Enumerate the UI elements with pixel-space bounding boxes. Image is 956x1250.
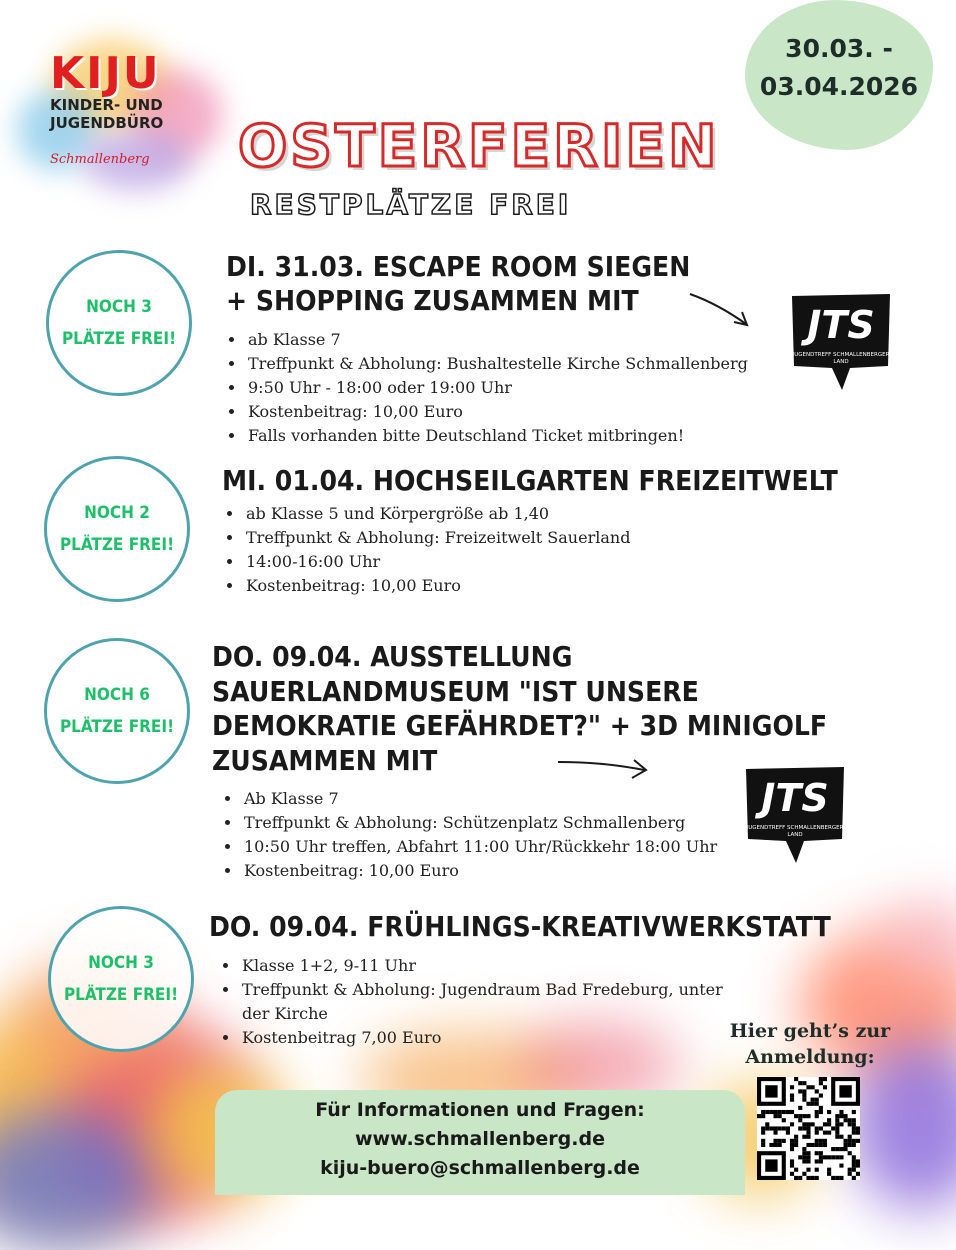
date-bubble <box>745 0 933 150</box>
event-title <box>222 464 838 498</box>
event-title-line: DEMOKRATIE GEFÄHRDET?" + 3D MINIGOLF <box>212 709 828 742</box>
list-item: • 14:00-16:00 Uhr <box>244 550 764 574</box>
jts-caption: JUGENDTREFF SCHMALLENBERGER <box>746 825 844 831</box>
date-line2: 03.04.2026 <box>759 72 919 101</box>
logo-brand: KIJU <box>50 48 161 99</box>
list-item: • Falls vorhanden bitte Deutschland Ticket mitbringen! <box>246 424 806 448</box>
list-item: • Treffpunkt & Abholung: Freizeitwelt Sauerland <box>244 526 764 550</box>
event-title <box>209 910 831 944</box>
list-item: • Klasse 1+2, 9-11 Uhr <box>240 954 740 978</box>
logo-subtitle <box>50 96 163 132</box>
list-item: • Treffpunkt & Abholung: Schützenplatz Schmallenberg <box>242 811 762 835</box>
availability-badge <box>44 456 190 602</box>
badge-line2: PLÄTZE FREI! <box>61 329 177 349</box>
list-item: • ab Klasse 7 <box>246 328 806 352</box>
availability-badge <box>48 906 194 1052</box>
badge-line1: NOCH 6 <box>84 685 150 705</box>
event-title <box>226 250 690 318</box>
badge-line1: NOCH 3 <box>88 953 154 973</box>
list-item: • Kostenbeitrag 7,00 Euro <box>240 1026 740 1050</box>
event-details <box>226 502 764 598</box>
jts-caption: JUGENDTREFF SCHMALLENBERGER <box>792 352 890 358</box>
event-title-line: + SHOPPING ZUSAMMEN MIT <box>226 284 639 317</box>
badge-line1: NOCH 2 <box>84 503 150 523</box>
jts-logo <box>742 765 848 865</box>
badge-line2: PLÄTZE FREI! <box>59 717 175 737</box>
list-item: • Kostenbeitrag: 10,00 Euro <box>242 859 762 883</box>
list-item: • ab Klasse 5 und Körpergröße ab 1,40 <box>244 502 764 526</box>
info-email-link[interactable]: kiju-buero@schmallenberg.de <box>320 1157 640 1179</box>
event-title-line: DO. 09.04. AUSSTELLUNG <box>212 640 573 673</box>
info-box <box>215 1090 745 1195</box>
jts-caption: LAND <box>833 359 849 365</box>
list-item: • Treffpunkt & Abholung: Jugendraum Bad Fredeburg, unter der Kirche <box>240 978 740 1026</box>
availability-badge <box>46 250 192 396</box>
info-website-link[interactable]: www.schmallenberg.de <box>355 1128 605 1150</box>
page-title: OSTERFERIEN <box>238 112 720 180</box>
list-item: • 10:50 Uhr treffen, Abfahrt 11:00 Uhr/Rückkehr 18:00 Uhr <box>242 835 762 859</box>
logo-subtitle-line2: JUGENDBÜRO <box>50 114 164 132</box>
event-title <box>212 640 827 778</box>
list-item: • 9:50 Uhr - 18:00 oder 19:00 Uhr <box>246 376 806 400</box>
kiju-logo <box>22 30 222 190</box>
qr-code-icon <box>757 1077 860 1180</box>
arrow-right-icon <box>688 290 752 330</box>
event-title-line: MI. 01.04. HOCHSEILGARTEN FREIZEITWELT <box>222 464 838 497</box>
list-item: • Treffpunkt & Abholung: Bushaltestelle Kirche Schmallenberg <box>246 352 806 376</box>
list-item: • Kostenbeitrag: 10,00 Euro <box>246 400 806 424</box>
badge-line2: PLÄTZE FREI! <box>63 985 179 1005</box>
arrow-right-icon <box>556 752 650 782</box>
registration-hint <box>720 1018 900 1070</box>
badge-line1: NOCH 3 <box>86 297 152 317</box>
logo-subtitle-line1: KINDER- UND <box>50 96 163 114</box>
event-title-line: DO. 09.04. FRÜHLINGS-KREATIVWERKSTATT <box>209 910 831 943</box>
event-title-line: DI. 31.03. ESCAPE ROOM SIEGEN <box>226 250 691 283</box>
list-item: • Ab Klasse 7 <box>242 787 762 811</box>
info-heading: Für Informationen und Fragen: <box>315 1099 645 1121</box>
page-subtitle: RESTPLÄTZE FREI <box>250 188 572 221</box>
jts-letters: JTS <box>807 303 875 347</box>
jts-letters: JTS <box>761 776 829 820</box>
event-details <box>224 787 762 883</box>
registration-line1: Hier geht’s zur <box>729 1020 891 1042</box>
event-title-line: ZUSAMMEN MIT <box>212 743 438 777</box>
availability-badge <box>44 638 190 784</box>
logo-town: Schmallenberg <box>50 152 150 167</box>
list-item: • Kostenbeitrag: 10,00 Euro <box>244 574 764 598</box>
event-details <box>222 954 740 1050</box>
date-line1: 30.03. - <box>785 34 893 63</box>
badge-line2: PLÄTZE FREI! <box>59 535 175 555</box>
jts-caption: LAND <box>787 832 803 838</box>
event-details <box>228 328 806 448</box>
registration-line2: Anmeldung: <box>745 1046 875 1068</box>
event-title-line: SAUERLANDMUSEUM "IST UNSERE <box>212 674 699 708</box>
registration-qr-code[interactable] <box>757 1077 860 1180</box>
jts-logo <box>788 292 894 392</box>
